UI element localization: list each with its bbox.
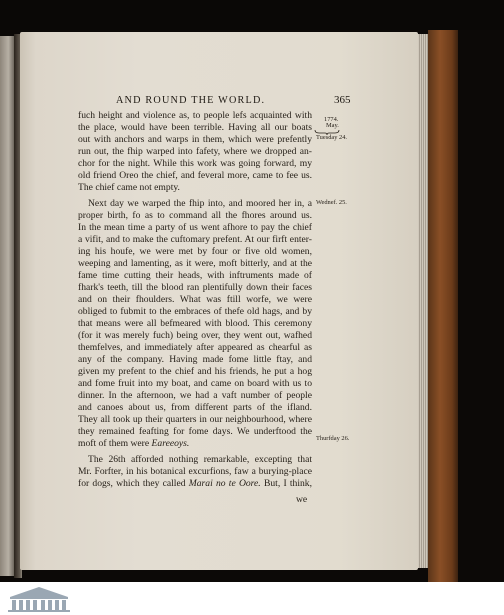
text-line: obliged to fubmit to the embraces of thefe old hags, and by bbox=[78, 306, 312, 317]
catchword: we bbox=[296, 494, 308, 505]
text-line: and on their fhoulders. What was ftill worfe, we were bbox=[78, 294, 312, 305]
text-line: weeping and lamenting, as it were, moft bitterly, and at the bbox=[78, 258, 312, 269]
building-logo-icon bbox=[4, 585, 74, 612]
italic-term: Marai no te Oore. bbox=[188, 478, 261, 489]
text-line: given my prefent to the chief and his friends, he put a hog bbox=[78, 366, 312, 377]
text-line: The chief came not empty. bbox=[78, 182, 180, 193]
margin-note-year: 1774. bbox=[324, 116, 339, 123]
margin-note-tuesday: Tuesday 24. bbox=[316, 134, 348, 141]
text-line: They all took up their quarters in our neighbourhood, where bbox=[78, 414, 312, 425]
text-line: and fome fruit into my boat, and came on board with us to bbox=[78, 378, 312, 389]
text-line: run out, the fhip warped into fafety, where we dropped an- bbox=[78, 146, 312, 157]
italic-term: Eareeoys. bbox=[151, 438, 190, 449]
text-line: Mr. Forfter, in his botanical excurfions, faw a burying-place bbox=[78, 466, 312, 477]
text-line: that means were all befmeared with blood. This ceremony bbox=[78, 318, 312, 329]
text-line: proper birth, fo as to command all the fhores around us. bbox=[78, 210, 312, 221]
running-head: AND ROUND THE WORLD. bbox=[116, 95, 266, 106]
text-line: chor for the night. While this work was going forward, my bbox=[78, 158, 312, 169]
text-line: ing his houfe, we were met by four or five old women, bbox=[78, 246, 312, 257]
margin-note-thursday: Thurfday 26. bbox=[316, 435, 350, 442]
text-line: moft of them were Eareeoys. bbox=[78, 438, 190, 449]
text-line: out with anchors and warps in them, which were prefently bbox=[78, 134, 312, 145]
text-line: the place, would have been terrible. Having all our boats bbox=[78, 122, 312, 133]
page-number: 365 bbox=[334, 94, 351, 106]
book-cover bbox=[428, 30, 458, 582]
text-line: In the mean time a party of us went afhore to pay the chief bbox=[78, 222, 312, 233]
text-line: dinner. In the afternoon, we had a vaft number of people bbox=[78, 390, 312, 401]
text-line: (for it was merely fuch) being over, they went out, wafhed bbox=[78, 330, 312, 341]
text-line: any of the company. Having made fome little ftay, and bbox=[78, 354, 312, 365]
left-page-edge bbox=[0, 36, 14, 576]
text-line: fuch height and violence as, to people lefs acquainted with bbox=[78, 110, 312, 121]
footer-bar bbox=[0, 582, 504, 615]
text-line: fame time cutting their heads, with inftruments made of bbox=[78, 270, 312, 281]
text-line: old friend Oreo the chief, and feveral more, came to fee us. bbox=[78, 170, 312, 181]
margin-note-wednesday: Wednef. 25. bbox=[316, 199, 347, 206]
text-line: and canoes about us, from different parts of the ifland. bbox=[78, 402, 312, 413]
text-line: themfelves, and immediately after appeared as chearful as bbox=[78, 342, 312, 353]
margin-note-month: May. bbox=[326, 122, 339, 129]
text-line: they remained feafting for fome days. We underftood the bbox=[78, 426, 312, 437]
text-line: a vifit, and to make the cuftomary prefent. At our firft enter- bbox=[78, 234, 312, 245]
text-line: The 26th afforded nothing remarkable, excepting that bbox=[88, 454, 312, 465]
text-line: fhark's teeth, till the blood ran plentifully down their faces bbox=[78, 282, 312, 293]
text-line: Next day we warped the fhip into, and moored her in, a bbox=[88, 198, 312, 209]
text-line: for dogs, which they called Marai no te Oore. But, I think, bbox=[78, 478, 312, 489]
